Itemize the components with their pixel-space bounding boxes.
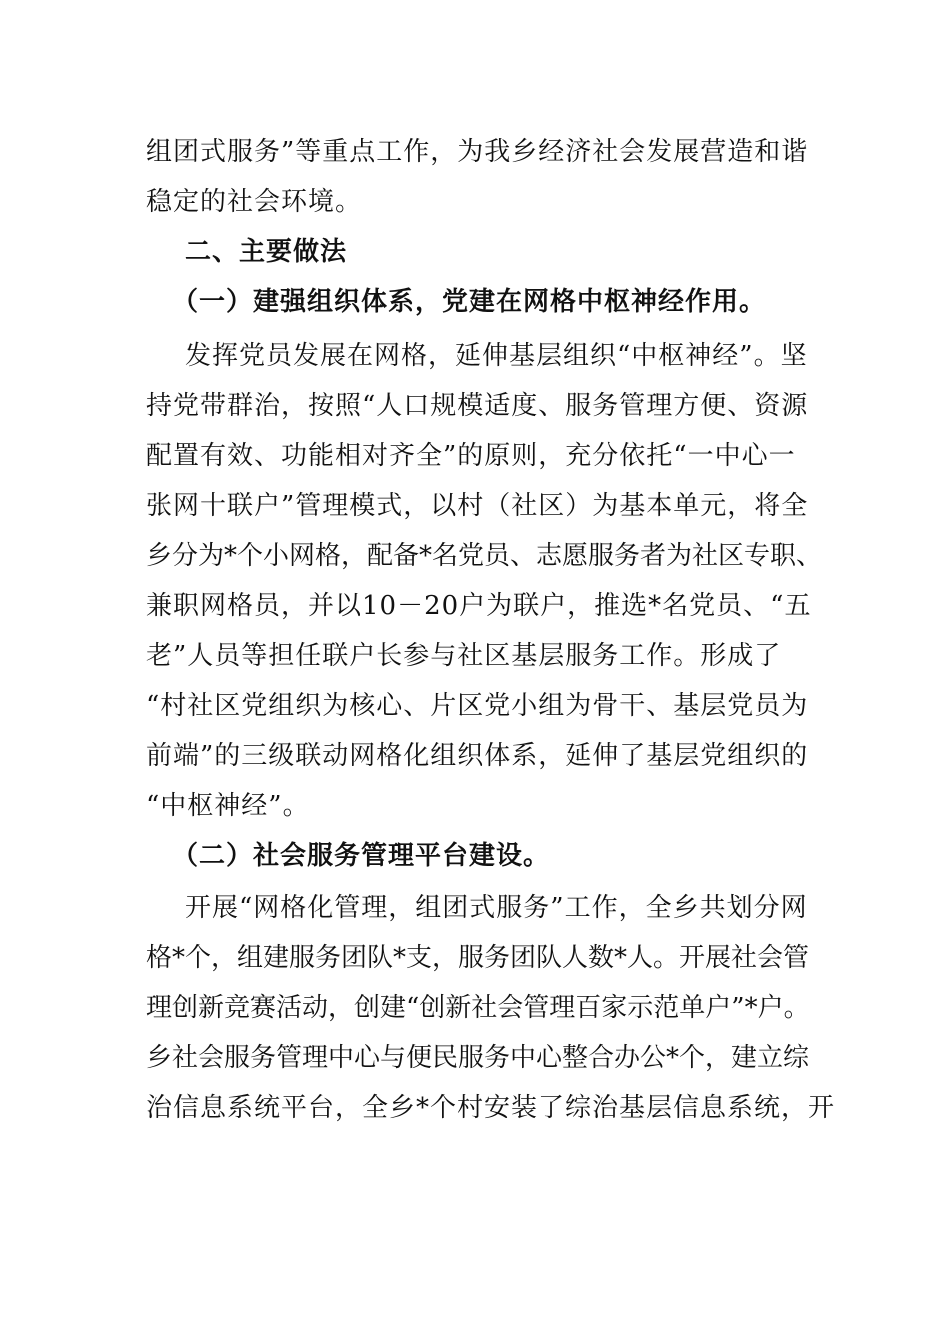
paragraph-line: 组团式服务”等重点工作，为我乡经济社会发展营造和谐 bbox=[146, 137, 809, 167]
paragraph-line: 兼职网格员，并以10－20户为联户，推选*名党员、“五 bbox=[146, 591, 812, 621]
paragraph-line: 配置有效、功能相对齐全”的原则，充分依托“一中心一 bbox=[146, 441, 796, 471]
paragraph-line: 张网十联户”管理模式，以村（社区）为基本单元，将全 bbox=[146, 491, 809, 521]
paragraph-line: 理创新竞赛活动，创建“创新社会管理百家示范单户”*户。 bbox=[146, 993, 810, 1023]
paragraph-line: 乡分为*个小网格，配备*名党员、志愿服务者为社区专职、 bbox=[146, 541, 823, 571]
paragraph-line: 老”人员等担任联户长参与社区基层服务工作。形成了 bbox=[146, 641, 782, 671]
paragraph-line: “中枢神经”。 bbox=[146, 791, 310, 821]
paragraph-line: 发挥党员发展在网格，延伸基层组织“中枢神经”。坚 bbox=[185, 341, 808, 371]
paragraph-line: 治信息系统平台，全乡*个村安装了综治基层信息系统，开 bbox=[146, 1093, 836, 1123]
paragraph-line: 持党带群治，按照“人口规模适度、服务管理方便、资源 bbox=[146, 391, 809, 421]
paragraph-line: 稳定的社会环境。 bbox=[146, 187, 363, 217]
paragraph-line: 开展“网格化管理，组团式服务”工作，全乡共划分网 bbox=[185, 893, 808, 923]
paragraph-line: “村社区党组织为核心、片区党小组为骨干、基层党员为 bbox=[146, 691, 809, 721]
subsection-heading: （一）建强组织体系，党建在网格中枢神经作用。 bbox=[172, 287, 767, 317]
paragraph-line: 格*个，组建服务团队*支，服务团队人数*人。开展社会管 bbox=[146, 943, 810, 973]
subsection-heading: （二）社会服务管理平台建设。 bbox=[172, 841, 551, 871]
section-heading: 二、主要做法 bbox=[185, 237, 348, 267]
paragraph-line: 前端”的三级联动网格化组织体系，延伸了基层党组织的 bbox=[146, 741, 809, 771]
paragraph-line: 乡社会服务管理中心与便民服务中心整合办公*个，建立综 bbox=[146, 1043, 810, 1073]
